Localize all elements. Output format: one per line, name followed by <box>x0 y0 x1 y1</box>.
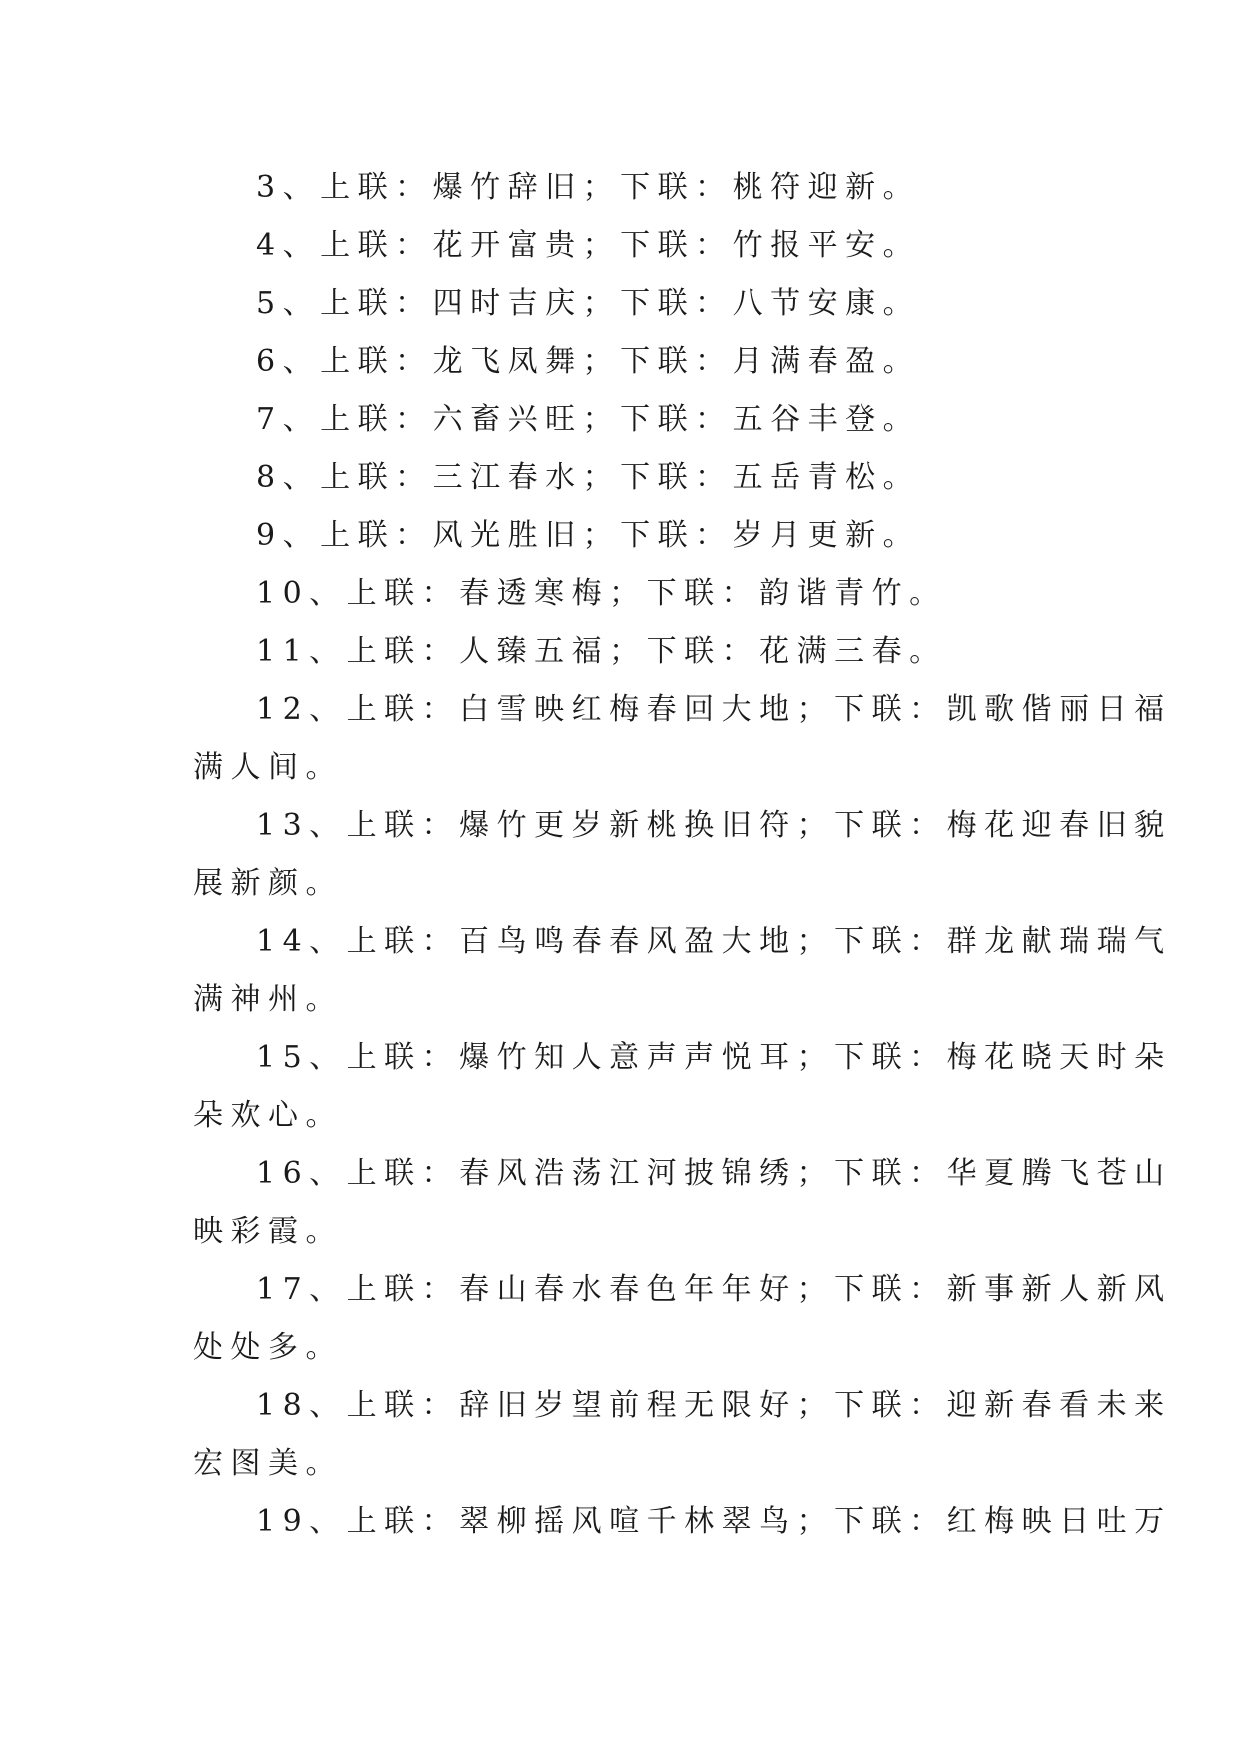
couplet-line: 12、上联：白雪映红梅春回大地；下联：凯歌偕丽日福 <box>256 692 1172 727</box>
couplet-line: 14、上联：百鸟鸣春春风盈大地；下联：群龙献瑞瑞气 <box>256 924 1172 959</box>
couplet-line: 5、上联：四时吉庆；下联：八节安康。 <box>256 286 921 321</box>
couplet-line: 9、上联：风光胜旧；下联：岁月更新。 <box>256 518 921 553</box>
couplet-list <box>193 159 1172 1551</box>
couplet-line-continuation: 处处多。 <box>193 1330 343 1365</box>
couplet-line: 6、上联：龙飞凤舞；下联：月满春盈。 <box>256 344 921 379</box>
couplet-line: 17、上联：春山春水春色年年好；下联：新事新人新风 <box>256 1272 1172 1307</box>
couplet-line-continuation: 展新颜。 <box>193 866 343 901</box>
couplet-line: 19、上联：翠柳摇风喧千林翠鸟；下联：红梅映日吐万 <box>256 1504 1172 1539</box>
couplet-line: 16、上联：春风浩荡江河披锦绣；下联：华夏腾飞苍山 <box>256 1156 1172 1191</box>
couplet-line: 3、上联：爆竹辞旧；下联：桃符迎新。 <box>256 170 921 205</box>
couplet-line: 15、上联：爆竹知人意声声悦耳；下联：梅花晓天时朵 <box>256 1040 1172 1075</box>
couplet-line: 11、上联：人臻五福；下联：花满三春。 <box>256 634 947 669</box>
couplet-line: 7、上联：六畜兴旺；下联：五谷丰登。 <box>256 402 921 437</box>
couplet-line: 13、上联：爆竹更岁新桃换旧符；下联：梅花迎春旧貌 <box>256 808 1172 843</box>
couplet-line: 4、上联：花开富贵；下联：竹报平安。 <box>256 228 921 263</box>
couplet-line-continuation: 满人间。 <box>193 750 343 785</box>
couplet-line-continuation: 朵欢心。 <box>193 1098 343 1133</box>
couplet-line: 18、上联：辞旧岁望前程无限好；下联：迎新春看未来 <box>256 1388 1172 1423</box>
couplet-line: 10、上联：春透寒梅；下联：韵谐青竹。 <box>256 576 947 611</box>
couplet-line: 8、上联：三江春水；下联：五岳青松。 <box>256 460 921 495</box>
couplet-line-continuation: 映彩霞。 <box>193 1214 343 1249</box>
couplet-line-continuation: 满神州。 <box>193 982 343 1017</box>
couplet-line-continuation: 宏图美。 <box>193 1446 343 1481</box>
